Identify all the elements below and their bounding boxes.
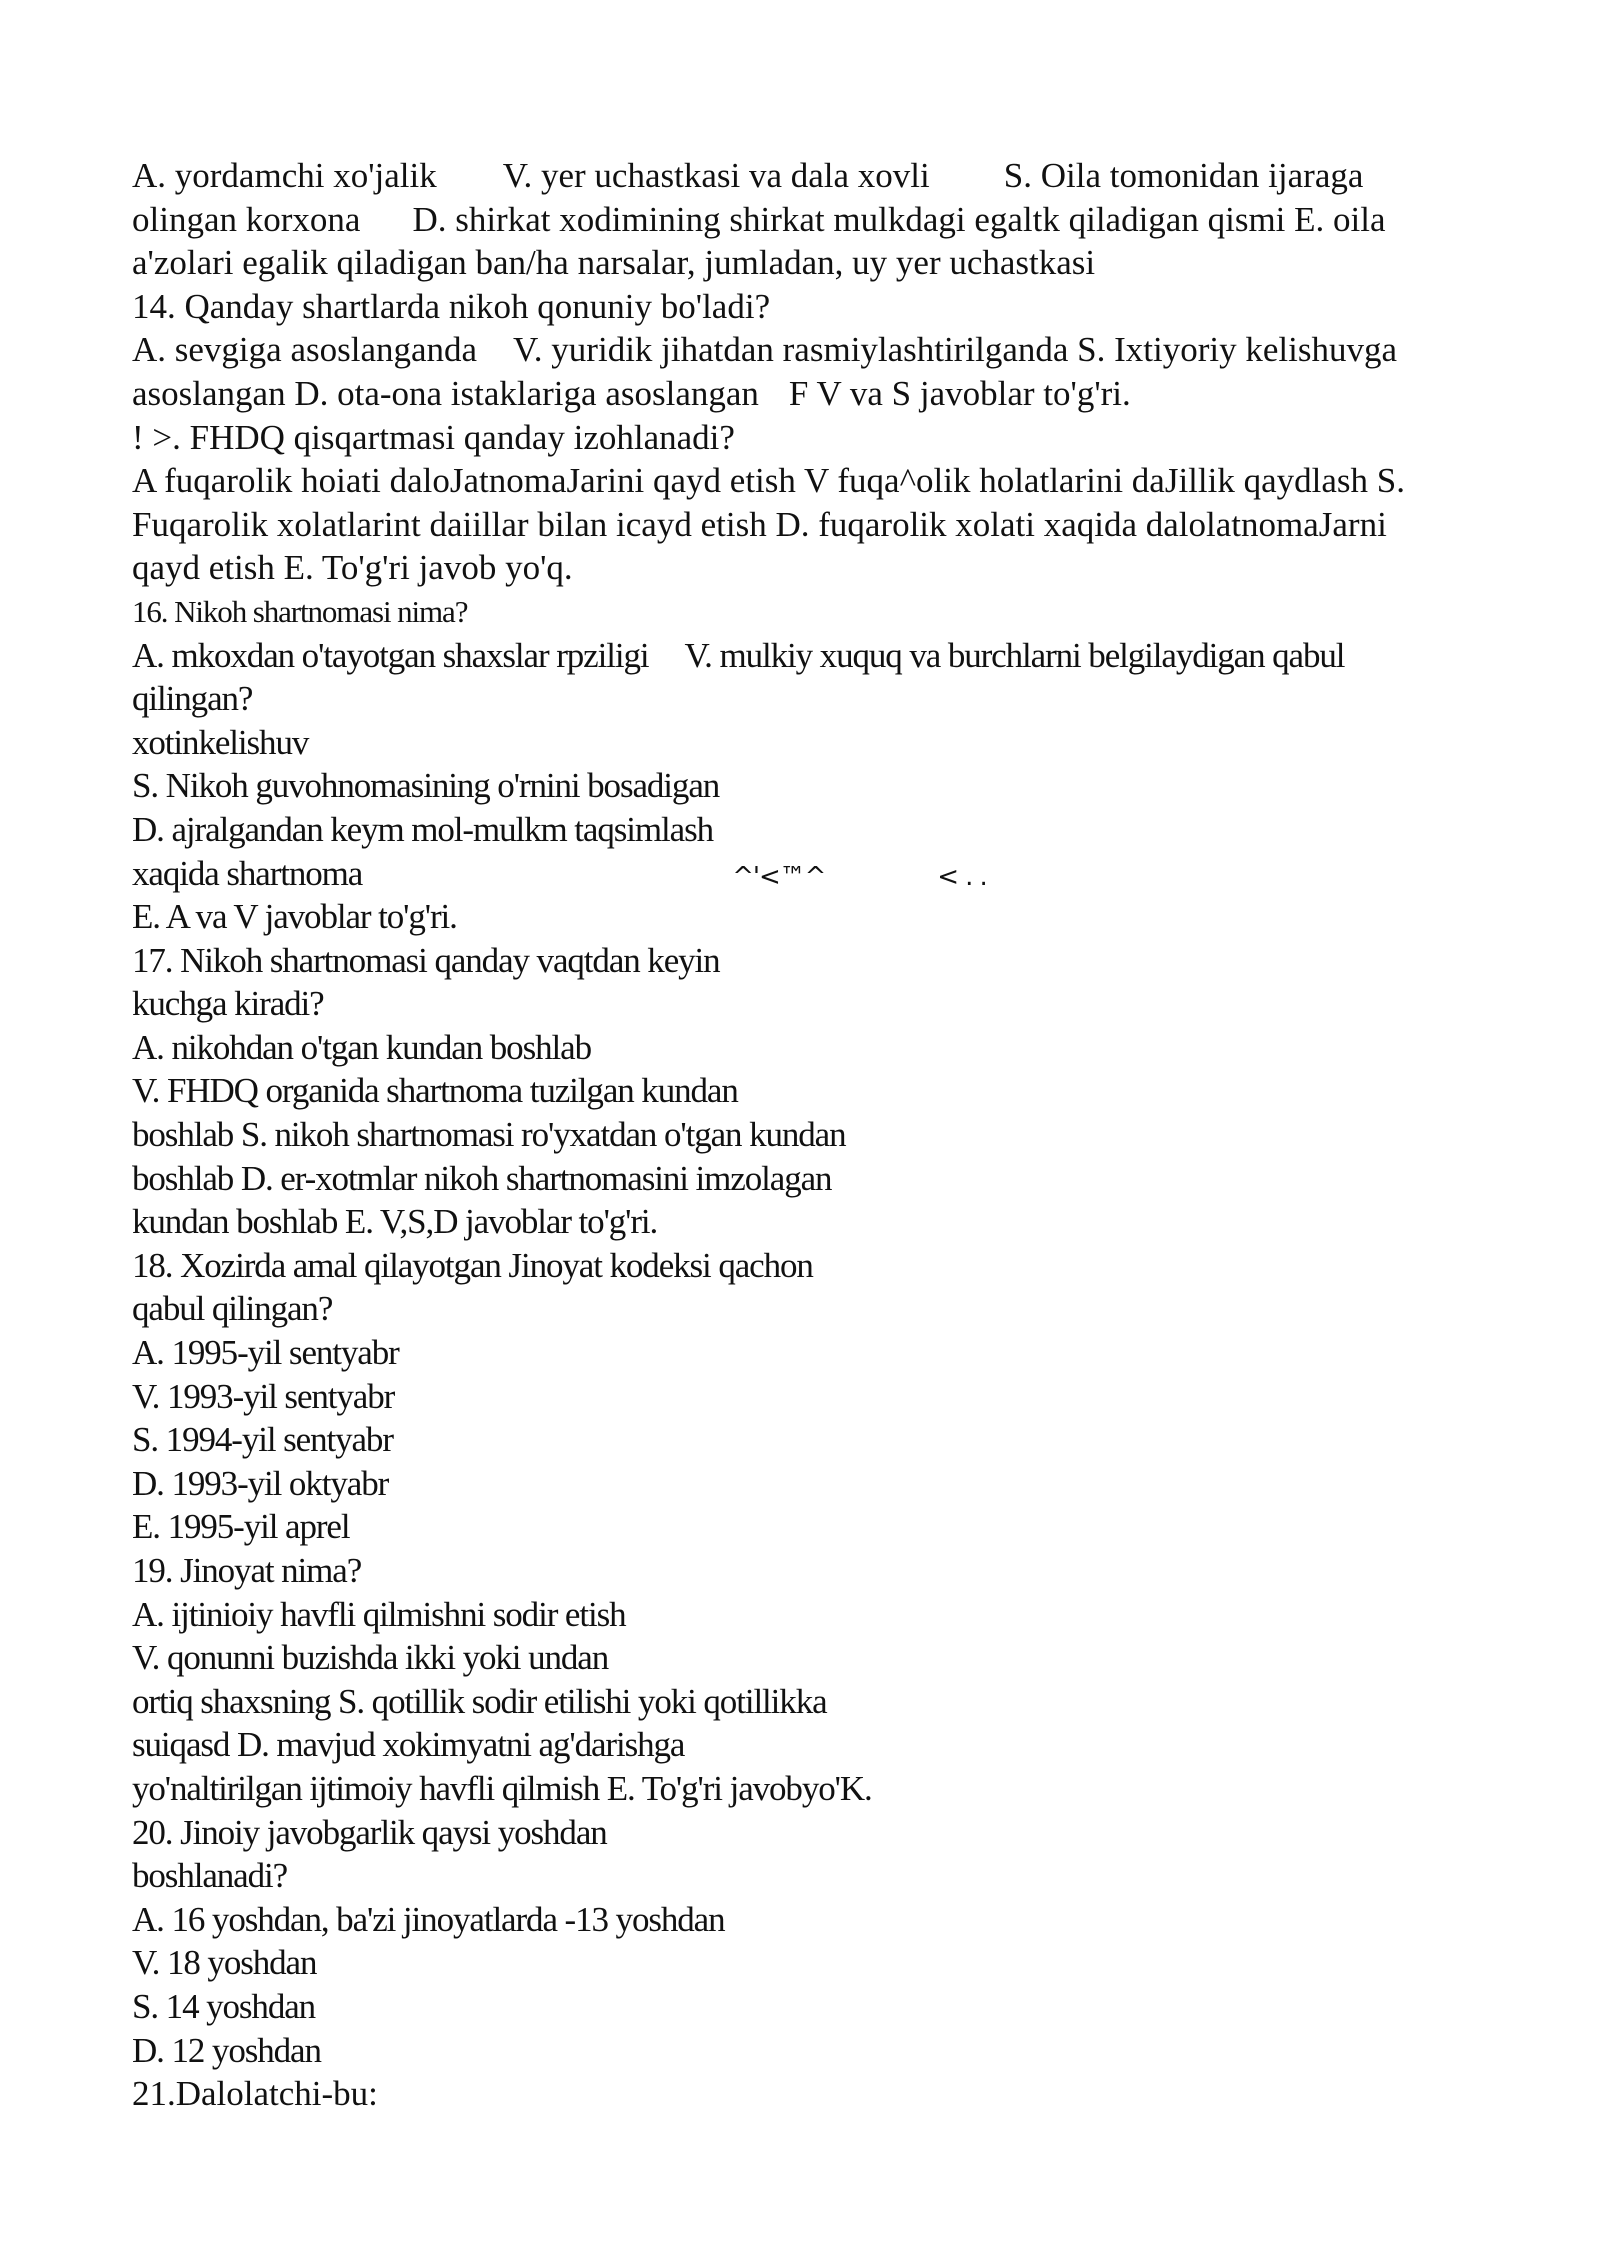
question-17-continued: kuchga kiradi? bbox=[132, 984, 324, 1024]
answer-options-line: E. A va V javoblar to'g'ri. bbox=[132, 897, 457, 937]
answer-option: V. 1993-yil sentyabr bbox=[132, 1376, 395, 1416]
answer-options-line: yo'naltirilgan ijtimoiy havfli qilmish E. To'g'ri javobyo'K. bbox=[132, 1768, 872, 1808]
answer-options-line: boshlab D. er-xotmlar nikoh shartnomasini imzolagan bbox=[132, 1158, 832, 1198]
answer-options-line: qayd etish E. To'g'ri javob yo'q. bbox=[132, 548, 573, 588]
option-text: A. yordamchi xo'jalik bbox=[132, 156, 437, 195]
option-text: V. yuridik jihatdan rasmiylashtirilganda S. Ixtiyoriy kelishuvga bbox=[513, 330, 1398, 370]
option-text: A. mkoxdan o'tayotgan shaxslar rpziligi bbox=[132, 635, 649, 675]
answer-options-line: A. nikohdan o'tgan kundan boshlab bbox=[132, 1027, 591, 1067]
answer-option: A. 1995-yil sentyabr bbox=[132, 1333, 399, 1373]
stray-marks: < . . bbox=[937, 861, 987, 892]
question-20-continued: boshlanadi? bbox=[132, 1856, 288, 1896]
answer-options-line bbox=[132, 372, 1462, 416]
answer-options-line bbox=[132, 634, 1462, 678]
answer-options-line: A. ijtinioiy havfli qilmishni sodir etish bbox=[132, 1594, 626, 1634]
answer-options-line: boshlab S. nikoh shartnomasi ro'yxatdan o'tgan kundan bbox=[132, 1115, 846, 1155]
question-18-continued: qabul qilingan? bbox=[132, 1289, 333, 1329]
question-14: 14. Qanday shartlarda nikoh qonuniy bo'ladi? bbox=[132, 286, 771, 326]
answer-options-line: a'zolari egalik qiladigan ban/ha narsalar, jumladan, uy yer uchastkasi bbox=[132, 243, 1096, 283]
answer-option: E. 1995-yil aprel bbox=[132, 1507, 350, 1547]
option-text: xaqida shartnoma bbox=[132, 853, 363, 893]
question-19: 19. Jinoyat nima? bbox=[132, 1551, 362, 1590]
answer-option: D. 12 yoshdan bbox=[132, 2030, 321, 2070]
answer-options-line: ortiq shaxsning S. qotillik sodir etilishi yoki qotillikka bbox=[132, 1681, 827, 1721]
answer-options-line bbox=[132, 852, 1462, 896]
answer-options-line: kundan boshlab E. V,S,D javoblar to'g'ri. bbox=[132, 1202, 658, 1242]
question-15: ! >. FHDQ qisqartmasi qanday izohlanadi? bbox=[132, 417, 735, 457]
option-text: A. sevgiga asoslanganda bbox=[132, 330, 478, 370]
answer-option: S. 1994-yil sentyabr bbox=[132, 1420, 393, 1460]
answer-options-line: D. ajralgandan keym mol-mulkm taqsimlash bbox=[132, 809, 714, 849]
answer-options-line: qilingan? bbox=[132, 679, 253, 719]
answer-options-line: V. FHDQ organida shartnoma tuzilgan kundan bbox=[132, 1071, 738, 1111]
question-21: 21.Dalolatchi-bu: bbox=[132, 2074, 378, 2114]
answer-option: D. 1993-yil oktyabr bbox=[132, 1463, 389, 1503]
answer-options-line: Fuqarolik xolatlarint daiillar bilan icayd etish D. fuqarolik xolati xaqida dalolatnomaJarni bbox=[132, 504, 1387, 544]
document-body bbox=[132, 154, 1462, 2116]
option-text: S. Oila tomonidan ijaraga bbox=[1003, 156, 1364, 195]
question-16: 16. Nikoh shartnomasi nima? bbox=[132, 593, 468, 629]
option-text: V. mulkiy xuquq va burchlarni belgilaydigan qabul bbox=[684, 635, 1345, 675]
stray-marks: ^'<™^ bbox=[732, 861, 826, 892]
question-18: 18. Xozirda amal qilayotgan Jinoyat kodeksi qachon bbox=[132, 1245, 813, 1285]
answer-option: V. 18 yoshdan bbox=[132, 1943, 317, 1983]
answer-options-line: xotinkelishuv bbox=[132, 722, 309, 762]
answer-options-line bbox=[132, 154, 1462, 198]
option-text: D. shirkat xodimining shirkat mulkdagi egaltk qiladigan qismi E. oila bbox=[412, 199, 1386, 239]
answer-option: S. 14 yoshdan bbox=[132, 1986, 316, 2026]
answer-options-line: A fuqarolik hoiati daloJatnomaJarini qayd etish V fuqa^olik holatlarini daJillik qaydlash S. bbox=[132, 461, 1405, 501]
question-20: 20. Jinoiy javobgarlik qaysi yoshdan bbox=[132, 1812, 607, 1852]
answer-options-line: suiqasd D. mavjud xokimyatni ag'darishga bbox=[132, 1725, 685, 1765]
answer-options-line bbox=[132, 198, 1462, 242]
option-text: F V va S javoblar to'g'ri. bbox=[788, 373, 1131, 413]
answer-option: A. 16 yoshdan, ba'zi jinoyatlarda -13 yoshdan bbox=[132, 1899, 725, 1939]
answer-options-line: V. qonunni buzishda ikki yoki undan bbox=[132, 1638, 609, 1678]
answer-options-line: S. Nikoh guvohnomasining o'rnini bosadigan bbox=[132, 766, 720, 806]
option-text: V. yer uchastkasi va dala xovli bbox=[502, 156, 930, 195]
option-text: olingan korxona bbox=[132, 199, 361, 239]
answer-options-line bbox=[132, 328, 1462, 372]
question-17: 17. Nikoh shartnomasi qanday vaqtdan keyin bbox=[132, 940, 720, 980]
option-text: asoslangan D. ota-ona istaklariga asoslangan bbox=[132, 373, 759, 413]
